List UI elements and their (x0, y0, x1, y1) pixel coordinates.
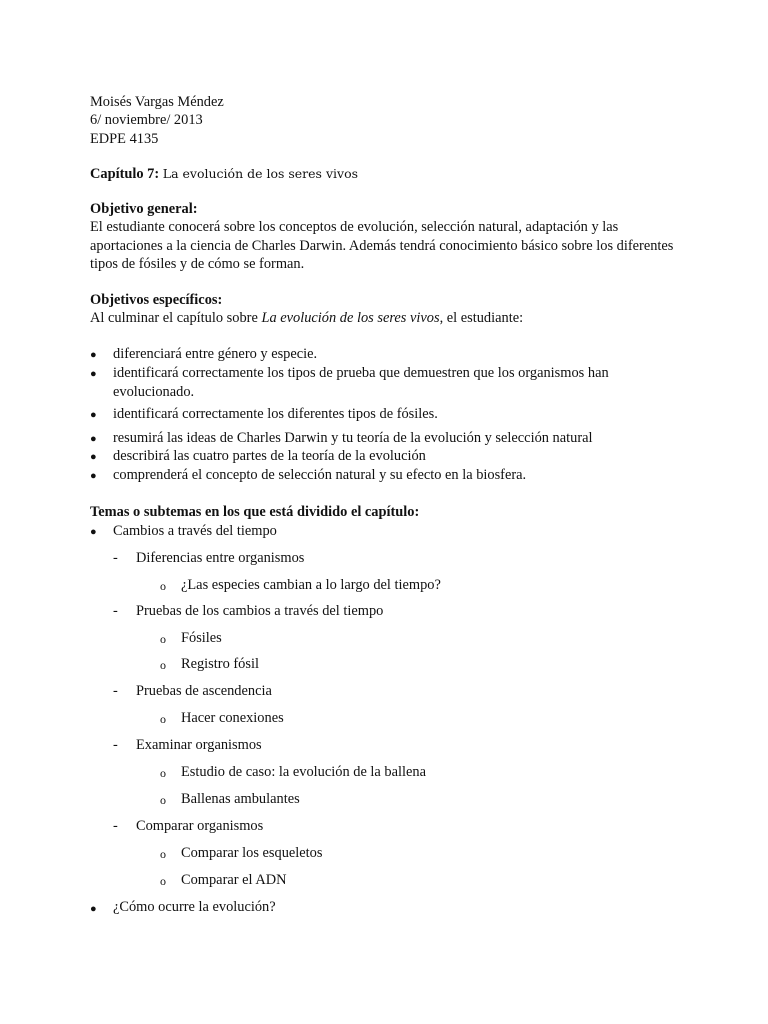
bullet-icon: ● (90, 349, 97, 361)
subsubtopic-item: Estudio de caso: la evolución de la ballena (181, 764, 426, 780)
bullet-icon: ● (90, 526, 97, 538)
topic-item: Cambios a través del tiempo (113, 523, 277, 539)
subsubtopic-item: Fósiles (181, 630, 222, 646)
dash-marker: - (113, 737, 118, 753)
dash-marker: - (113, 818, 118, 834)
bullet-icon: ● (90, 470, 97, 482)
circle-bullet-icon: o (160, 658, 166, 672)
circle-bullet-icon: o (160, 632, 166, 646)
dash-marker: - (113, 550, 118, 566)
bullet-icon: ● (90, 433, 97, 445)
subsubtopic-item: Comparar los esqueletos (181, 845, 323, 861)
bullet-icon: ● (90, 451, 97, 463)
specific-objectives-intro: Al culminar el capítulo sobre La evolución de los seres vivos, el estudiante: (90, 310, 524, 326)
author-name: Moisés Vargas Méndez (90, 94, 224, 110)
subsubtopic-item: Ballenas ambulantes (181, 791, 300, 807)
circle-bullet-icon: o (160, 874, 166, 888)
list-item: identificará correctamente los tipos de prueba que demuestren que los organismos han evolucionado. (113, 365, 609, 400)
dash-marker: - (113, 603, 118, 619)
list-item: resumirá las ideas de Charles Darwin y tu teoría de la evolución y selección natural (113, 430, 593, 446)
subtopic-item: Diferencias entre organismos (136, 550, 305, 566)
list-item: comprenderá el concepto de selección natural y su efecto en la biosfera. (113, 467, 527, 483)
list-item: identificará correctamente los diferentes tipos de fósiles. (113, 406, 438, 422)
topics-heading: Temas o subtemas en los que está dividido el capítulo: (90, 504, 420, 520)
circle-bullet-icon: o (160, 579, 166, 593)
subtopic-item: Comparar organismos (136, 818, 264, 834)
course-code: EDPE 4135 (90, 131, 159, 147)
bullet-icon: ● (90, 368, 97, 380)
document-date: 6/ noviembre/ 2013 (90, 112, 203, 128)
topic-item: ¿Cómo ocurre la evolución? (113, 899, 276, 915)
subtopic-item: Pruebas de ascendencia (136, 683, 272, 699)
general-objective-text: El estudiante conocerá sobre los conceptos de evolución, selección natural, adaptación y las aportaciones a la ciencia de Charles Darwin. Además tendrá conocimiento básico sobre los diferentes tipos de fósiles y de cómo se forman. (90, 219, 674, 272)
circle-bullet-icon: o (160, 712, 166, 726)
list-item: diferenciará entre género y especie. (113, 346, 318, 362)
general-objective-heading: Objetivo general: (90, 201, 198, 217)
list-item: describirá las cuatro partes de la teoría de la evolución (113, 448, 426, 464)
subtopic-item: Examinar organismos (136, 737, 262, 753)
specific-objectives-heading: Objetivos específicos: (90, 292, 223, 308)
subsubtopic-item: ¿Las especies cambian a lo largo del tiempo? (181, 577, 441, 593)
circle-bullet-icon: o (160, 766, 166, 780)
bullet-icon: ● (90, 903, 97, 915)
subtopic-item: Pruebas de los cambios a través del tiempo (136, 603, 384, 619)
circle-bullet-icon: o (160, 847, 166, 861)
chapter-label: Capítulo 7: (90, 166, 160, 182)
circle-bullet-icon: o (160, 793, 166, 807)
chapter-title-italic: La evolución de los seres vivos (261, 310, 440, 326)
bullet-icon: ● (90, 409, 97, 421)
chapter-title: La evolución de los seres vivos (162, 166, 359, 181)
chapter-heading (90, 165, 358, 184)
dash-marker: - (113, 683, 118, 699)
subsubtopic-item: Hacer conexiones (181, 710, 284, 726)
subsubtopic-item: Registro fósil (181, 656, 259, 672)
subsubtopic-item: Comparar el ADN (181, 872, 287, 888)
